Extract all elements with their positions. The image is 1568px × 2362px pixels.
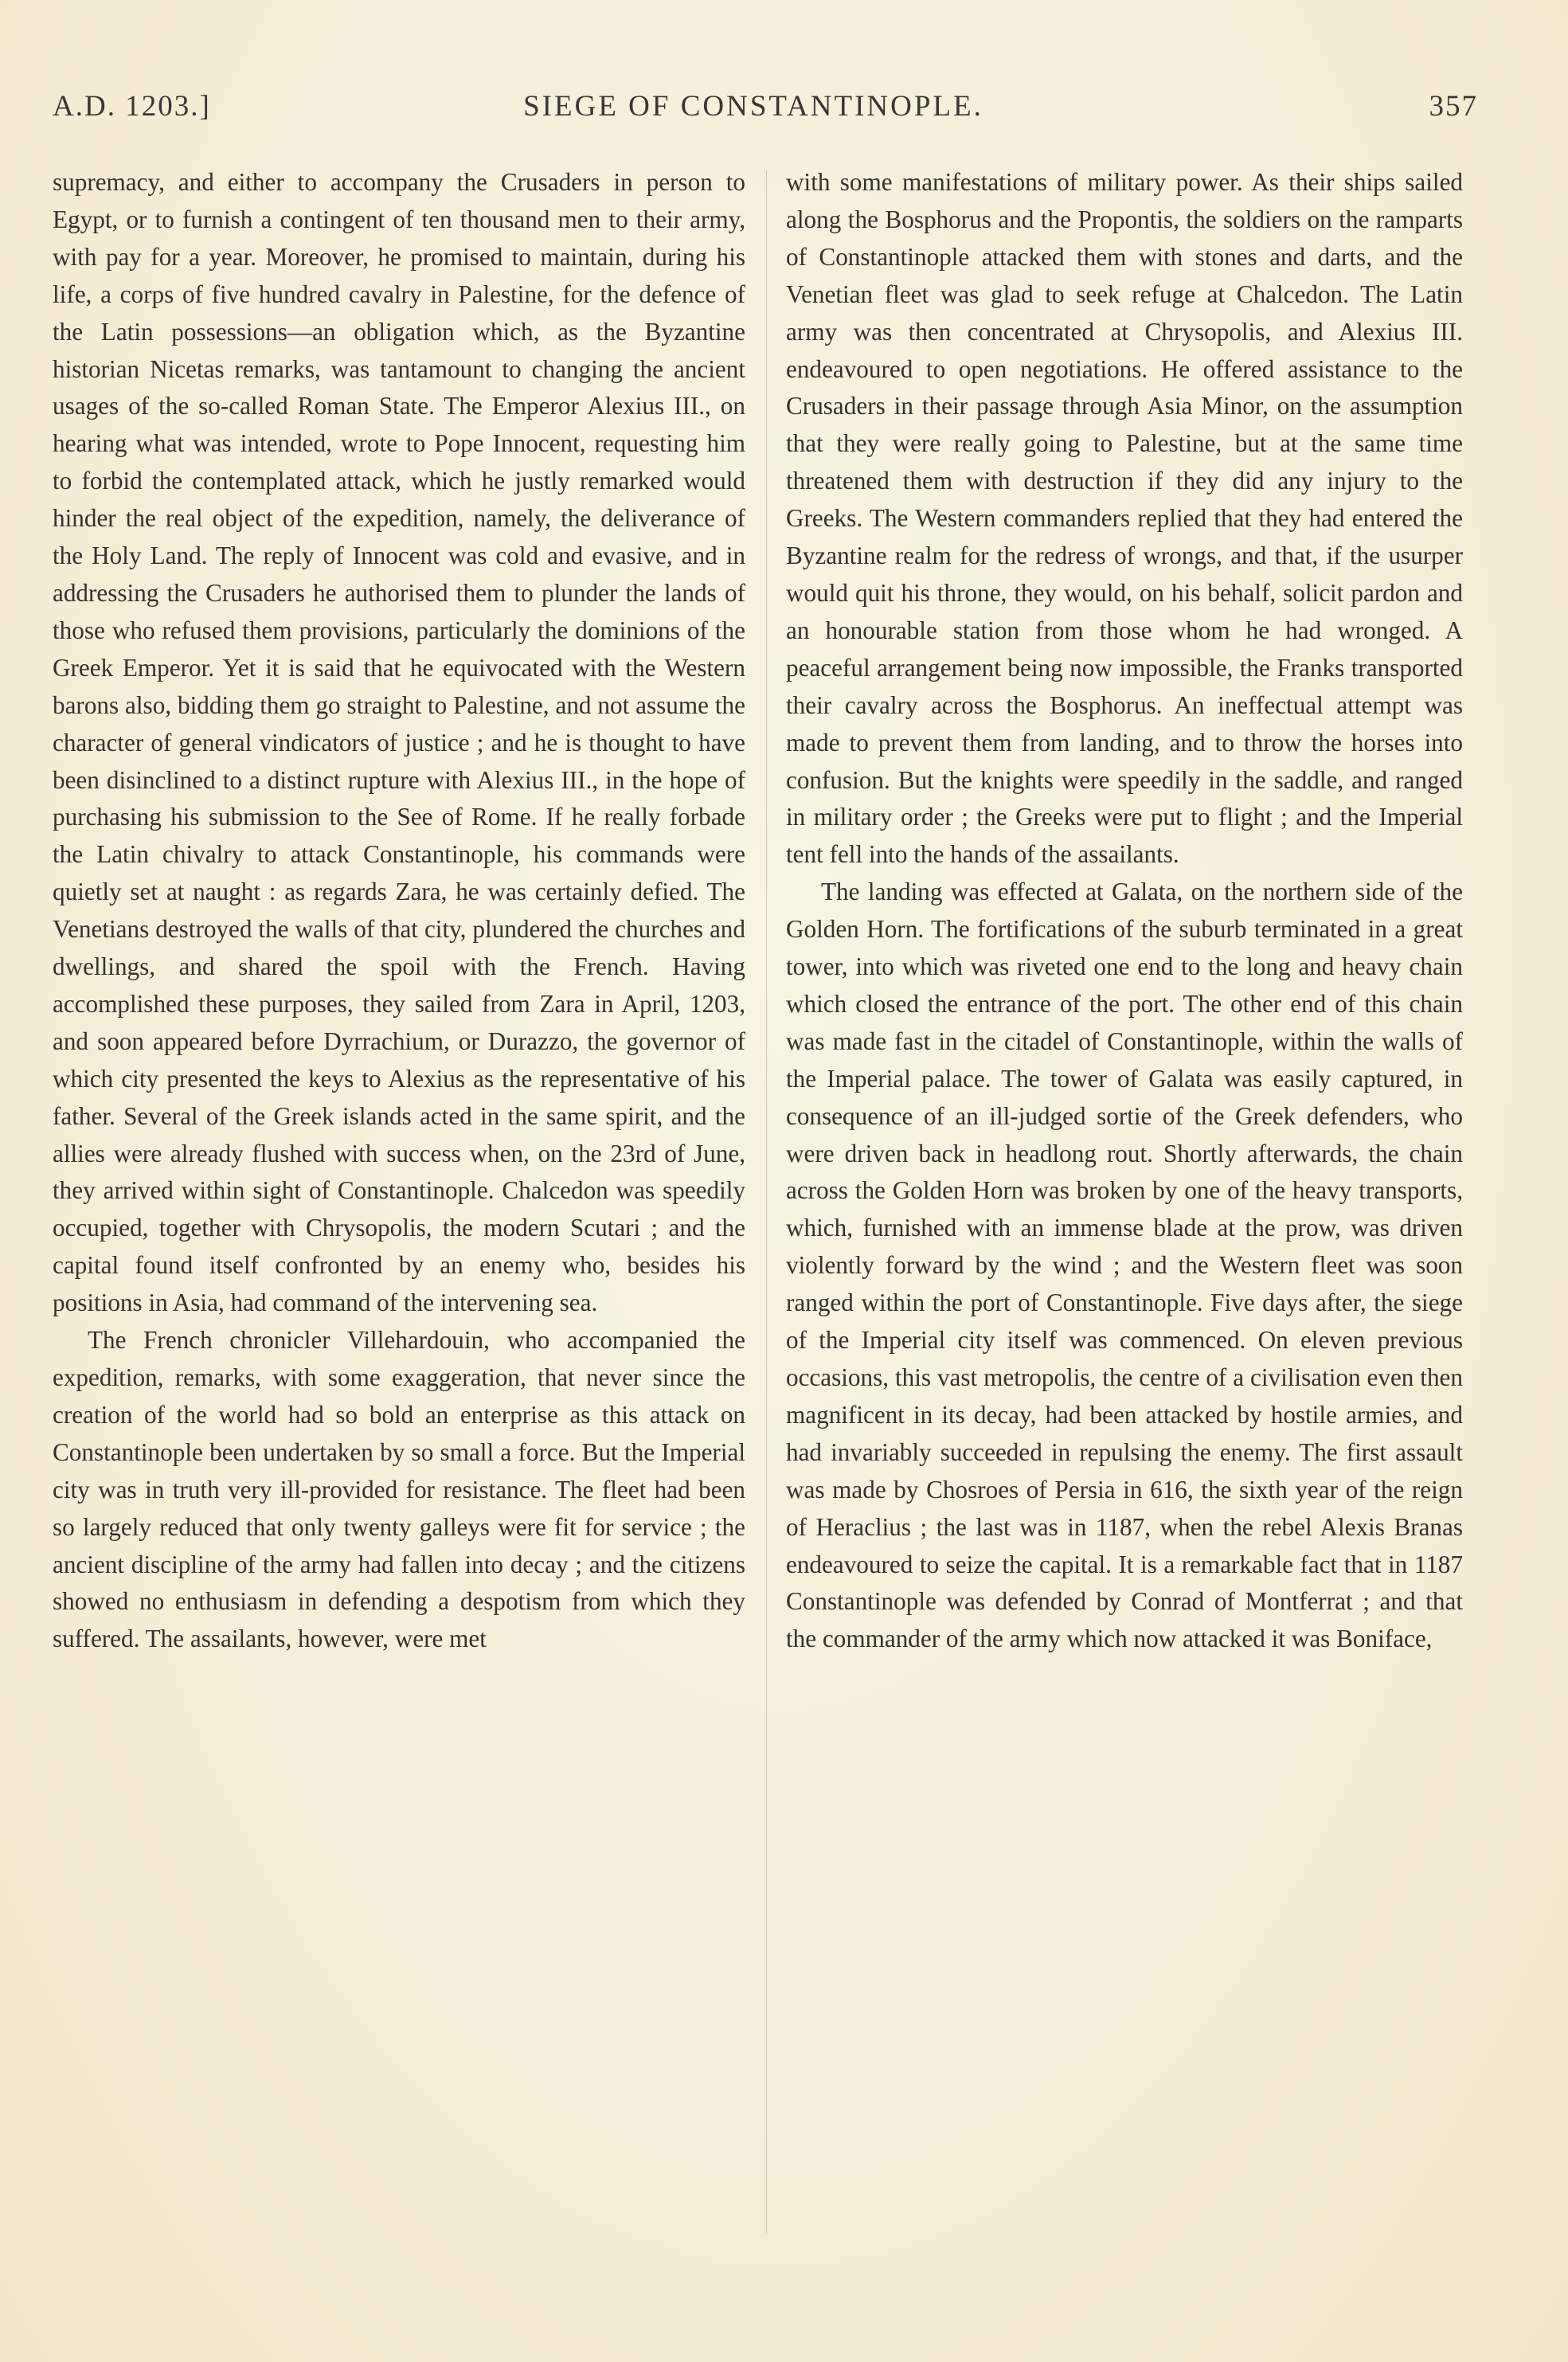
left-paragraph-2: The French chronicler Villehardouin, who accompanied the expedition, remarks, with some exaggeration, that never since the creation of the world had so bold an enterprise as this attack on Constantinople been undertaken by so small a force. But the Imperial city was in truth very ill-provided for resistance. The fleet had been so largely reduced that only twenty galleys were fit for service ; the ancient discipline of the army had fallen into decay ; and the citizens showed no enthusiasm in defending a despotism from which they suffered. The assailants, however, were met	[53, 1326, 745, 1653]
right-paragraph-2: The landing was effected at Galata, on the northern side of the Golden Horn. The fortifications of the suburb terminated in a great tower, into which was riveted one end to the long and heavy chain which closed the entrance of the port. The other end of this chain was made fast in the citadel of Constantinople, within the walls of the Imperial palace. The tower of Galata was easily captured, in consequence of an ill-judged sortie of the Greek defenders, who were driven back in headlong rout. Shortly afterwards, the chain across the Golden Horn was broken by one of the heavy transports, which, furnished with an immense blade at the prow, was driven violently forward by the wind ; and the Western fleet was soon ranged within the port of Constantinople. Five days after, the siege of the Imperial city itself was commenced. On eleven previous occasions, this vast metropolis, the centre of a civilisation even then magnificent in its decay, had been attacked by hostile armies, and had invariably succeeded in repulsing the enemy. The first assault was made by Chosroes of Persia in 616, the sixth year of the reign of Heraclius ; the last was in 1187, when the rebel Alexis Branas endeavoured to seize the capital. It is a remarkable fact that in 1187 Constantinople was defended by Conrad of Montferrat ; and that the commander of the army which now attacked it was Boniface,	[786, 878, 1463, 1653]
left-column	[53, 164, 745, 1658]
header-date: A.D. 1203.]	[53, 90, 211, 123]
right-paragraph-1: with some manifestations of military power. As their ships sailed along the Bosphorus and the Propontis, the soldiers on the ramparts of Constantinople attacked them with stones and darts, and the Venetian fleet was glad to seek refuge at Chalcedon. The Latin army was then concentrated at Chrysopolis, and Alexius III. endeavoured to open negotiations. He offered assistance to the Crusaders in their passage through Asia Minor, on the assumption that they were really going to Palestine, but at the same time threatened them with destruction if they did any injury to the Greeks. The Western commanders replied that they had entered the Byzantine realm for the redress of wrongs, and that, if the usurper would quit his throne, they would, on his behalf, solicit pardon and an honourable station from those whom he had wronged. A peaceful arrangement being now impossible, the Franks transported their cavalry across the Bosphorus. An ineffectual attempt was made to prevent them from landing, and to throw the horses into confusion. But the knights were speedily in the saddle, and ranged in military order ; the Greeks were put to flight ; and the Imperial tent fell into the hands of the assailants.	[786, 168, 1463, 869]
running-header	[53, 89, 1478, 137]
column-divider	[766, 170, 767, 2233]
header-title: SIEGE OF CONSTANTINOPLE.	[523, 90, 983, 123]
right-column	[786, 164, 1463, 1658]
left-paragraph-1: supremacy, and either to accompany the Crusaders in person to Egypt, or to furnish a contingent of ten thousand men to their army, with pay for a year. Moreover, he promised to maintain, during his life, a corps of five hundred cavalry in Palestine, for the defence of the Latin possessions—an obligation which, as the Byzantine historian Nicetas remarks, was tantamount to changing the ancient usages of the so-called Roman State. The Emperor Alexius III., on hearing what was intended, wrote to Pope Innocent, requesting him to forbid the contemplated attack, which he justly remarked would hinder the real object of the expedition, namely, the deliverance of the Holy Land. The reply of Innocent was cold and evasive, and in addressing the Crusaders he authorised them to plunder the lands of those who refused them provisions, particularly the dominions of the Greek Emperor. Yet it is said that he equivocated with the Western barons also, bidding them go straight to Palestine, and not assume the character of general vindicators of justice ; and he is thought to have been disinclined to a distinct rupture with Alexius III., in the hope of purchasing his submission to the See of Rome. If he really forbade the Latin chivalry to attack Constantinople, his commands were quietly set at naught : as regards Zara, he was certainly defied. The Venetians destroyed the walls of that city, plundered the churches and dwellings, and shared the spoil with the French. Having accomplished these purposes, they sailed from Zara in April, 1203, and soon appeared before Dyrrachium, or Durazzo, the governor of which city presented the keys to Alexius as the representative of his father. Several of the Greek islands acted in the same spirit, and the allies were already flushed with success when, on the 23rd of June, they arrived within sight of Constantinople. Chalcedon was speedily occupied, together with Chrysopolis, the modern Scutari ; and the capital found itself confronted by an enemy who, besides his positions in Asia, had command of the intervening sea.	[53, 168, 745, 1317]
page-number: 357	[1429, 90, 1478, 123]
